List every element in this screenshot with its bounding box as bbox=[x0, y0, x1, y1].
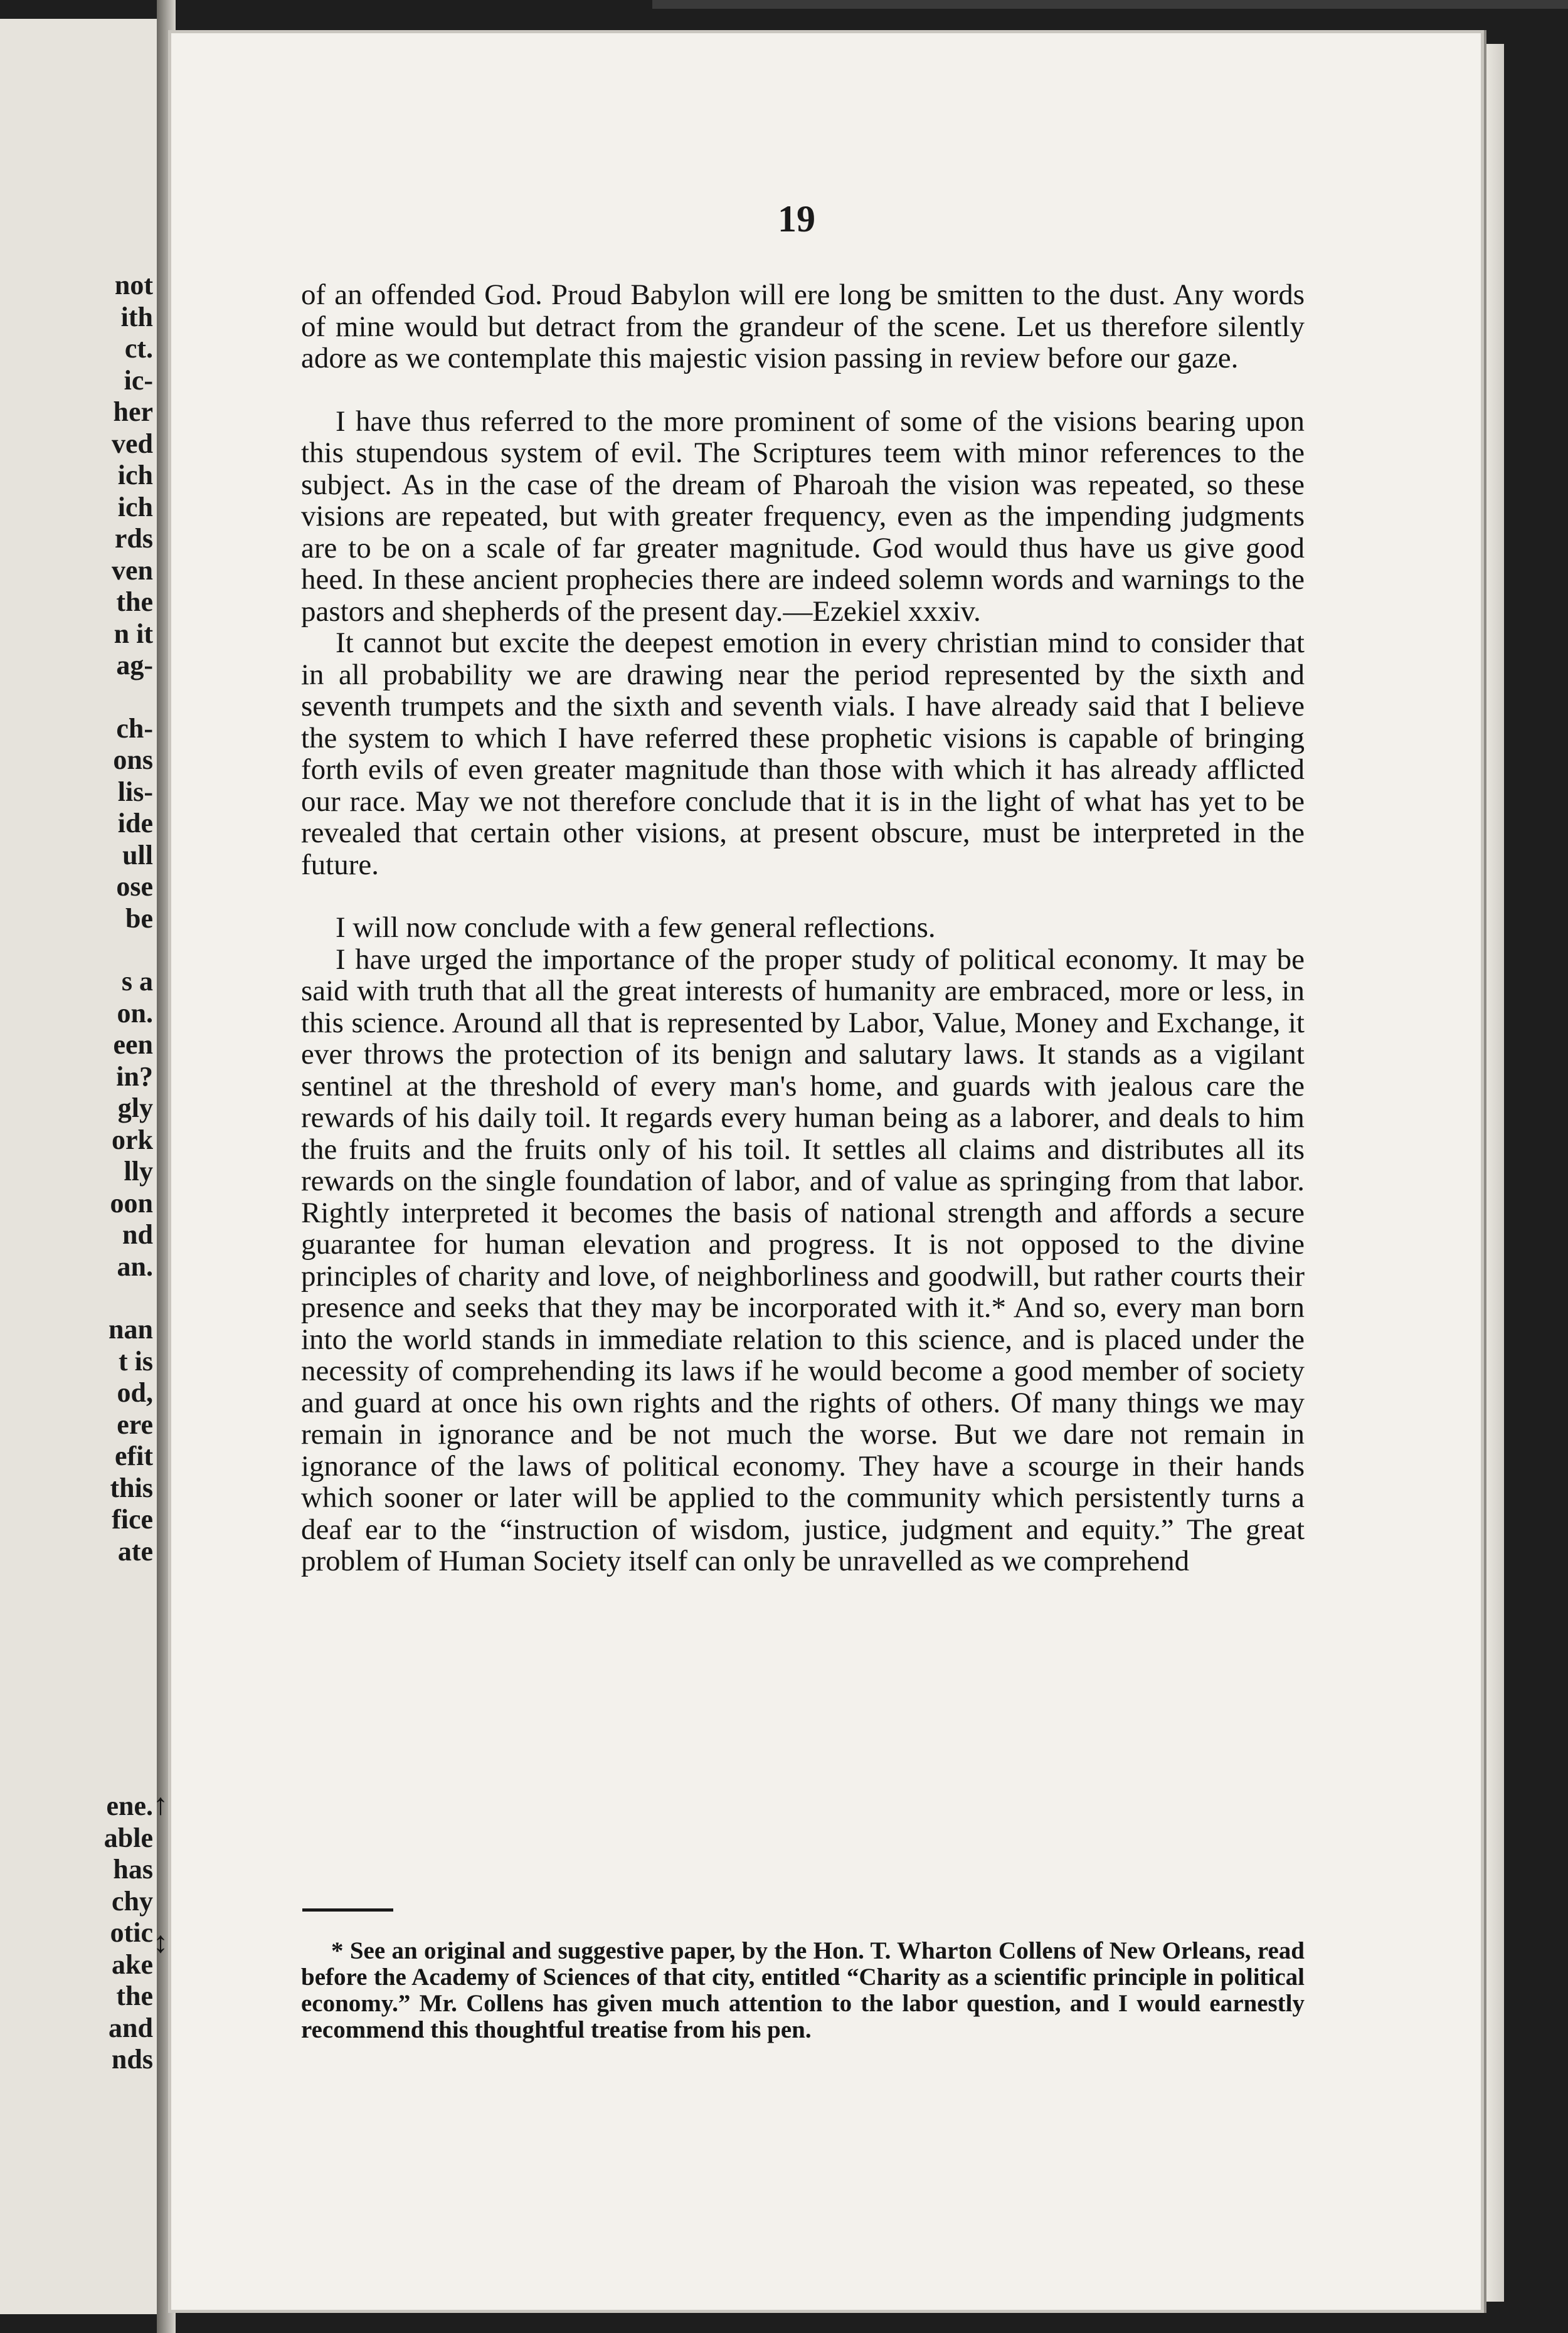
previous-page-fragment: ere bbox=[117, 1409, 153, 1440]
previous-page-fragment: s a bbox=[121, 966, 153, 997]
scan-top-edge bbox=[652, 0, 1568, 9]
previous-page-fragment: nan bbox=[109, 1314, 153, 1345]
previous-page-fragment: chy bbox=[112, 1885, 153, 1917]
previous-page-fragment bbox=[0, 682, 157, 713]
previous-page-text-fragments-lower bbox=[0, 1791, 157, 2076]
previous-page-fragment: t is bbox=[119, 1345, 153, 1377]
previous-page-fragment: this bbox=[110, 1472, 153, 1503]
previous-page-fragment: efit bbox=[114, 1441, 153, 1471]
previous-page-fragment bbox=[0, 1283, 157, 1314]
previous-page-fragment: ch- bbox=[116, 712, 153, 744]
previous-page-fragment: and bbox=[109, 2012, 153, 2043]
previous-page-fragment: on. bbox=[117, 997, 153, 1029]
binding-thread-mark: ↑ bbox=[153, 1788, 168, 1821]
previous-page-fragment: od, bbox=[117, 1377, 153, 1408]
previous-page-fragment: nds bbox=[111, 2044, 153, 2075]
previous-page-fragment: an. bbox=[117, 1251, 153, 1282]
previous-page-text-fragments bbox=[0, 270, 157, 1567]
footnote: * See an original and suggestive paper, by the Hon. T. Wharton Collens of New Orleans, read before the Academy of Sciences of that city, entitled “Charity as a scientific principle in political economy.” Mr. Collens has given much attention to the labor question, and I would earnestly recommend this thoughtful treatise from his pen. bbox=[301, 1937, 1305, 2043]
page-number: 19 bbox=[778, 198, 815, 240]
previous-page-fragment: ic- bbox=[124, 364, 153, 396]
previous-page-fragment: lis- bbox=[117, 776, 153, 807]
previous-page-fragment: ich bbox=[117, 460, 153, 490]
previous-page-fragment: ich bbox=[117, 491, 153, 522]
paragraph: I have urged the importance of the proper study of political economy. It may be said with truth that all the great interests of humanity are embraced, more or less, in this science. Around all that is represented by Labor, Value, Money and Exchange, it ever throws the protection of its benign and salutary laws. It stands as a vigilant sentinel at the threshold of every man's home, and guards with jealous care the rewards of his daily toil. It regards every human being as a laborer, and deals to him the fruits and the fruits only of his toil. It settles all claims and distributes all its rewards on the single foundation of labor, and of value as springing from that labor. Rightly interpreted it becomes the basis of national strength and affords a secure guarantee for human elevation and progress. It is not opposed to the divine principles of charity and love, of neighborliness and goodwill, but rather courts their presence and seeks that they may be incorporated with it.* And so, every man born into the world stands in immediate relation to this science, and is placed under the necessity of comprehending its laws if he would become a good member of society and guard at once his own rights and the rights of others. Of many things we may remain in ignorance and be not much the worse. But we dare not remain in ignorance of the laws of political economy. They have a scourge in their hands which sooner or later will be applied to the community which persistently turns a deaf ear to the “instruction of wisdom, justice, judgment and equity.” The great problem of Human Society itself can only be unravelled as we comprehend bbox=[301, 943, 1305, 1577]
previous-page-fragment: ons bbox=[113, 744, 153, 775]
previous-page-fragment: een bbox=[113, 1029, 153, 1060]
footnote-divider bbox=[302, 1908, 393, 1912]
previous-page-fragment: ake bbox=[112, 1949, 153, 1980]
previous-page-fragment: in? bbox=[116, 1061, 153, 1092]
previous-page-fragment: lly bbox=[124, 1156, 153, 1187]
previous-page-fragment: rds bbox=[114, 523, 153, 554]
previous-page-fragment: ene. bbox=[106, 1791, 153, 1821]
body-text bbox=[301, 279, 1305, 1577]
previous-page-fragment: ide bbox=[117, 808, 153, 839]
previous-page-fragment: ven bbox=[112, 554, 153, 586]
binding-thread-mark: ↕ bbox=[153, 1926, 168, 1959]
previous-page-fragment: fice bbox=[112, 1504, 153, 1535]
previous-page-fragment: oon bbox=[110, 1187, 153, 1219]
paragraph: I have thus referred to the more prominent of some of the visions bearing upon this stupendous system of evil. The Scriptures teem with minor references to the subject. As in the case of the dream of Pharoah the vision was repeated, so these visions are repeated, but with greater frequency, even as the impending judgments are to be on a scale of far greater magnitude. God would thus have us give good heed. In these ancient prophecies there are indeed solemn words and warnings to the pastors and shepherds of the present day.—Ezekiel xxxiv. bbox=[301, 405, 1305, 628]
previous-page-fragment: ved bbox=[112, 428, 153, 459]
previous-page-fragment: her bbox=[113, 396, 153, 427]
previous-page-fragment: otic bbox=[110, 1917, 153, 1948]
previous-page-fragment: not bbox=[114, 270, 153, 300]
previous-page-fragment: the bbox=[116, 1981, 153, 2011]
paragraph: of an offended God. Proud Babylon will ere long be smitten to the dust. Any words of mine would but detract from the grandeur of the scene. Let us therefore silently adore as we contemplate this majestic vision passing in review before our gaze. bbox=[301, 278, 1305, 374]
previous-page-fragment: the bbox=[116, 586, 153, 617]
previous-page-fragment: ct. bbox=[124, 333, 153, 364]
previous-page-fragment: ork bbox=[112, 1124, 153, 1155]
previous-page-fragment: able bbox=[103, 1822, 153, 1853]
paragraph: It cannot but excite the deepest emotion in every christian mind to consider that in all probability we are drawing near the period represented by the sixth and seventh trumpets and the sixth and seventh vials. I have already said that I believe the system to which I have referred these prophetic visions is capable of bringing forth evils of even greater magnitude than those with which it has already afflicted our race. May we not therefore conclude that it is in the light of what has yet to be revealed that certain other visions, at present obscure, must be interpreted in the future. bbox=[301, 627, 1305, 881]
previous-page-fragment: has bbox=[113, 1854, 153, 1885]
previous-page-fragment: n it bbox=[114, 618, 153, 649]
previous-page-fragment: ith bbox=[120, 301, 153, 332]
previous-page-fragment: nd bbox=[122, 1219, 153, 1250]
previous-page-fragment: gly bbox=[117, 1092, 153, 1123]
previous-page-fragment: ate bbox=[117, 1535, 153, 1567]
previous-page-fragment bbox=[0, 934, 157, 966]
previous-page-edge bbox=[0, 19, 161, 2314]
previous-page-fragment: be bbox=[125, 902, 153, 934]
previous-page-fragment: ose bbox=[116, 871, 153, 902]
previous-page-fragment: ull bbox=[122, 839, 153, 870]
previous-page-fragment: ag- bbox=[116, 650, 153, 680]
paragraph: I will now conclude with a few general reflections. bbox=[336, 911, 936, 944]
